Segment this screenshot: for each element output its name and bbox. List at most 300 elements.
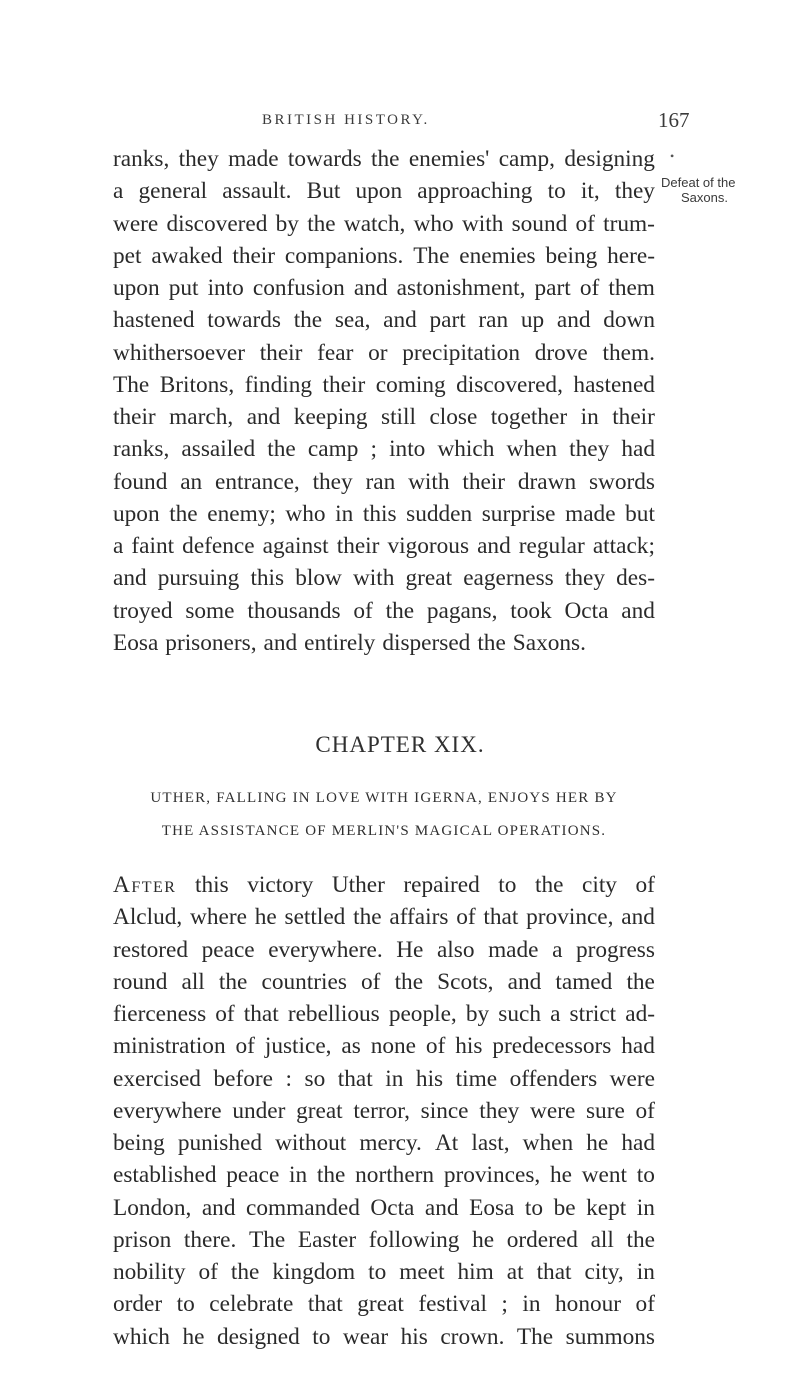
word: enemies bbox=[459, 242, 536, 269]
word: by bbox=[465, 1001, 490, 1027]
word: and bbox=[477, 533, 511, 559]
word: in bbox=[522, 1291, 541, 1318]
word: hastened bbox=[573, 371, 655, 398]
word: the bbox=[267, 436, 296, 463]
word: everywhere bbox=[113, 1097, 222, 1124]
word: in bbox=[636, 1194, 655, 1221]
word: his bbox=[400, 1323, 428, 1350]
word: being bbox=[545, 242, 598, 269]
word: prison bbox=[113, 1226, 172, 1253]
word: settled bbox=[284, 904, 346, 931]
word: coming bbox=[375, 371, 446, 398]
word: predecessors bbox=[492, 1033, 612, 1060]
word: defence bbox=[182, 533, 255, 559]
word: since bbox=[420, 1097, 469, 1124]
paragraph-1 bbox=[113, 143, 655, 659]
word: who bbox=[413, 210, 454, 237]
word: countries bbox=[261, 968, 347, 995]
word: and bbox=[621, 597, 655, 624]
word: strict bbox=[569, 1001, 617, 1027]
word: his bbox=[415, 1065, 444, 1092]
word: the bbox=[353, 904, 382, 931]
word: with bbox=[408, 468, 450, 495]
word: commanded bbox=[246, 1194, 360, 1221]
word: progress bbox=[575, 936, 655, 963]
word: to bbox=[524, 1194, 544, 1221]
word: ranks, bbox=[113, 436, 170, 463]
word: sound bbox=[511, 210, 568, 237]
word: everywhere. bbox=[268, 936, 383, 963]
word: part bbox=[534, 275, 571, 301]
word: all bbox=[590, 1226, 614, 1253]
word: Octa bbox=[370, 1194, 415, 1221]
word: ; bbox=[501, 1291, 508, 1318]
word: he bbox=[472, 1226, 495, 1253]
word: Saxons. bbox=[512, 629, 586, 656]
word: their bbox=[612, 404, 655, 430]
word: the bbox=[169, 500, 198, 527]
word: before bbox=[213, 1065, 273, 1092]
word: the bbox=[371, 146, 400, 172]
word: celebrate bbox=[209, 1291, 294, 1318]
word: them. bbox=[602, 339, 655, 366]
paragraph-line bbox=[113, 433, 655, 465]
word: took bbox=[510, 597, 552, 624]
word: ran bbox=[365, 468, 396, 495]
word: still bbox=[381, 404, 416, 430]
word: repaired bbox=[403, 872, 480, 898]
word: he bbox=[586, 1130, 609, 1156]
word: a bbox=[552, 936, 563, 963]
word: surprise bbox=[481, 500, 556, 527]
paragraph-line bbox=[113, 1159, 655, 1191]
word: they bbox=[614, 178, 655, 205]
word: and bbox=[556, 307, 591, 334]
word: sea, bbox=[334, 307, 371, 334]
word: great bbox=[405, 565, 453, 592]
paragraph-line bbox=[113, 627, 655, 659]
word: justice, bbox=[264, 1033, 332, 1060]
paragraph-2 bbox=[113, 869, 655, 1353]
word: made bbox=[565, 500, 616, 527]
word: whithersoever bbox=[113, 339, 245, 366]
word: rebellious bbox=[287, 1001, 380, 1027]
word: march, bbox=[169, 404, 234, 430]
word: to bbox=[547, 178, 566, 205]
paragraph-line bbox=[113, 304, 655, 336]
word: of bbox=[425, 1033, 446, 1060]
word: this bbox=[195, 872, 229, 898]
word: Octa bbox=[564, 597, 609, 624]
word: affairs bbox=[389, 904, 449, 931]
word: round bbox=[113, 968, 168, 995]
word: the bbox=[307, 210, 336, 237]
word: and bbox=[263, 629, 298, 656]
word: ranks, bbox=[113, 146, 170, 172]
paragraph-line bbox=[113, 869, 655, 901]
word: established bbox=[113, 1162, 217, 1189]
word: Britons, bbox=[159, 371, 235, 398]
word: designing bbox=[564, 146, 655, 172]
word: troyed bbox=[113, 597, 173, 624]
word: watch, bbox=[343, 210, 406, 237]
word: under bbox=[232, 1097, 286, 1124]
word: and bbox=[424, 1194, 459, 1221]
word: entirely bbox=[304, 629, 376, 656]
word: which bbox=[113, 1323, 170, 1350]
word: following bbox=[368, 1226, 460, 1253]
word: Alclud, bbox=[113, 904, 183, 931]
page-number: 167 bbox=[658, 108, 690, 132]
word: drove bbox=[534, 339, 588, 366]
word: a bbox=[113, 178, 124, 205]
marginal-note bbox=[661, 175, 735, 205]
word: exercised bbox=[113, 1065, 201, 1092]
word: into bbox=[207, 275, 244, 301]
word: But bbox=[306, 178, 341, 205]
paragraph-line bbox=[113, 175, 655, 207]
word: keeping bbox=[293, 404, 368, 430]
word: punished bbox=[177, 1130, 262, 1156]
word: of bbox=[635, 1097, 655, 1124]
word: the bbox=[293, 307, 323, 334]
word: the bbox=[534, 872, 564, 898]
word: when bbox=[506, 436, 557, 463]
word: by bbox=[275, 210, 299, 237]
word: of bbox=[235, 1033, 255, 1060]
word: entrance, bbox=[215, 468, 300, 495]
word: into bbox=[389, 436, 426, 463]
word: astonishment, bbox=[396, 275, 526, 301]
word: of bbox=[579, 275, 600, 301]
word: they bbox=[564, 565, 606, 592]
word: and bbox=[621, 904, 655, 931]
word: their bbox=[462, 468, 506, 495]
word: camp, bbox=[498, 146, 555, 172]
word: general bbox=[138, 178, 208, 205]
word: finding bbox=[244, 371, 313, 398]
paragraph-line bbox=[113, 1256, 655, 1288]
word: of bbox=[456, 904, 476, 931]
word: swords bbox=[588, 468, 655, 495]
word: of bbox=[198, 1259, 218, 1285]
word: part bbox=[429, 307, 466, 334]
word: the bbox=[626, 1226, 655, 1253]
word: a bbox=[113, 533, 124, 559]
word: his bbox=[455, 1033, 483, 1060]
word: of bbox=[215, 1001, 235, 1027]
lead-word: After bbox=[113, 872, 177, 898]
word: he bbox=[254, 904, 277, 931]
paragraph-line bbox=[113, 1192, 655, 1224]
paragraph-line bbox=[113, 143, 655, 175]
word: found bbox=[113, 468, 168, 495]
word: in bbox=[636, 1259, 655, 1285]
word: they bbox=[479, 1097, 520, 1124]
word: towards bbox=[287, 146, 362, 172]
word: the bbox=[477, 629, 506, 656]
paragraph-line bbox=[113, 369, 655, 401]
word: people, bbox=[388, 1001, 457, 1027]
paragraph-line bbox=[113, 562, 655, 594]
word: with bbox=[352, 565, 395, 592]
word: close bbox=[429, 404, 478, 430]
word: pursuing bbox=[157, 565, 240, 592]
word: Eosa bbox=[469, 1194, 515, 1221]
word: at bbox=[506, 1259, 524, 1285]
word: or bbox=[368, 339, 388, 366]
word: peace bbox=[226, 1162, 280, 1189]
word: trum- bbox=[603, 210, 655, 237]
word: in bbox=[580, 404, 599, 430]
word: wear bbox=[342, 1323, 389, 1350]
word: confusion bbox=[252, 275, 345, 301]
word: when bbox=[522, 1130, 574, 1156]
word: as bbox=[341, 1033, 361, 1060]
word: fear bbox=[317, 339, 354, 366]
word: a bbox=[550, 1001, 561, 1027]
word: together bbox=[490, 404, 568, 430]
word: made bbox=[228, 146, 279, 172]
word: that bbox=[307, 1291, 343, 1318]
word: had bbox=[621, 436, 655, 463]
word: sudden bbox=[406, 500, 473, 527]
word: the bbox=[316, 1162, 346, 1189]
word: their bbox=[113, 404, 156, 430]
word: but bbox=[625, 500, 655, 527]
paragraph-line bbox=[113, 337, 655, 369]
word: The bbox=[248, 1226, 286, 1253]
word: faint bbox=[131, 533, 175, 559]
paragraph-line bbox=[113, 1127, 655, 1159]
word: that bbox=[337, 1065, 373, 1092]
word: them bbox=[608, 275, 655, 301]
paragraph-line bbox=[113, 240, 655, 272]
word: meet bbox=[399, 1259, 445, 1285]
word: where bbox=[190, 904, 247, 931]
word: great bbox=[357, 1291, 404, 1318]
word: of bbox=[353, 597, 373, 624]
word: fierceness bbox=[113, 1001, 207, 1027]
word: time bbox=[455, 1065, 498, 1092]
word: to bbox=[498, 872, 517, 898]
word: they bbox=[569, 436, 610, 463]
paragraph-line bbox=[113, 1321, 655, 1353]
word: discovered bbox=[166, 210, 268, 237]
word: this bbox=[362, 500, 397, 527]
word: that bbox=[243, 1001, 279, 1027]
word: upon bbox=[113, 500, 160, 527]
word: to bbox=[176, 1291, 195, 1318]
word: attack; bbox=[592, 533, 655, 559]
word: of bbox=[635, 1291, 655, 1318]
word: dispersed bbox=[382, 629, 471, 656]
word: enemy; bbox=[207, 500, 276, 527]
word: blow bbox=[295, 565, 342, 592]
word: des- bbox=[616, 565, 655, 592]
word: so bbox=[304, 1065, 326, 1092]
marginal-note-line-1: Defeat of the bbox=[661, 175, 736, 190]
word: which bbox=[437, 436, 495, 463]
word: against bbox=[262, 533, 329, 559]
word: were bbox=[113, 210, 159, 237]
word: Uther bbox=[331, 872, 385, 898]
word: ; bbox=[370, 436, 377, 463]
word: awaked bbox=[151, 242, 223, 269]
word: ad- bbox=[625, 1001, 655, 1027]
word: down bbox=[603, 307, 655, 334]
word: kept bbox=[586, 1194, 627, 1221]
paragraph-line bbox=[113, 401, 655, 433]
word: northern bbox=[355, 1162, 435, 1189]
word: towards bbox=[207, 307, 281, 334]
word: assailed bbox=[181, 436, 256, 463]
word: and bbox=[201, 1194, 236, 1221]
word: made bbox=[488, 936, 539, 963]
word: their bbox=[259, 339, 303, 366]
word: their bbox=[232, 242, 276, 269]
margin-mark: • bbox=[670, 149, 675, 163]
word: great bbox=[296, 1097, 343, 1124]
word: there. bbox=[183, 1226, 237, 1253]
word: precipitation bbox=[402, 339, 520, 366]
paragraph-line bbox=[113, 934, 655, 966]
word: without bbox=[275, 1130, 347, 1156]
word: offenders bbox=[509, 1065, 598, 1092]
word: in bbox=[335, 500, 354, 527]
word: such bbox=[498, 1001, 541, 1027]
word: provinces, bbox=[443, 1162, 541, 1189]
word: At bbox=[434, 1130, 459, 1156]
marginal-note-line-2: Saxons. bbox=[681, 190, 728, 205]
word: their bbox=[336, 533, 380, 559]
paragraph-line bbox=[113, 208, 655, 240]
word: put bbox=[168, 275, 199, 301]
word: of bbox=[575, 210, 595, 237]
word: vigorous bbox=[387, 533, 470, 559]
word: order bbox=[113, 1291, 163, 1318]
chapter-summary-line-2: THE ASSISTANCE OF MERLIN'S MAGICAL OPERATIONS. bbox=[161, 823, 607, 839]
word: Scots, bbox=[437, 968, 494, 995]
word: and bbox=[246, 404, 281, 430]
word: He bbox=[396, 936, 424, 963]
word: to bbox=[312, 1323, 331, 1350]
word: eagerness bbox=[463, 565, 554, 592]
word: being bbox=[113, 1130, 165, 1156]
word: their bbox=[322, 371, 366, 398]
word: city, bbox=[584, 1259, 624, 1285]
word: with bbox=[461, 210, 504, 237]
word: The bbox=[113, 371, 150, 398]
word: here- bbox=[607, 242, 655, 269]
word: honour bbox=[555, 1291, 622, 1318]
word: to bbox=[368, 1259, 387, 1285]
word: summons bbox=[565, 1323, 655, 1350]
word: of bbox=[635, 872, 655, 898]
word: Easter bbox=[297, 1226, 357, 1253]
word: Eosa bbox=[113, 629, 159, 656]
word: tamed bbox=[555, 968, 613, 995]
word: The bbox=[516, 1323, 554, 1350]
word: city bbox=[582, 872, 617, 898]
word: who bbox=[285, 500, 326, 527]
running-title: BRITISH HISTORY. bbox=[262, 112, 430, 128]
word: him bbox=[457, 1259, 494, 1285]
word: kingdom bbox=[272, 1259, 356, 1285]
word: and bbox=[383, 307, 417, 334]
word: also bbox=[436, 936, 475, 963]
word: to bbox=[636, 1162, 655, 1189]
word: terror, bbox=[353, 1097, 410, 1124]
word: were bbox=[530, 1097, 576, 1124]
word: he bbox=[182, 1323, 205, 1350]
word: assault. bbox=[222, 178, 292, 205]
word: : bbox=[285, 1065, 293, 1092]
word: mercy. bbox=[359, 1130, 422, 1156]
word: were bbox=[609, 1065, 655, 1092]
word: pagans, bbox=[426, 597, 498, 624]
word: that bbox=[536, 1259, 572, 1285]
paragraph-line bbox=[113, 595, 655, 627]
word: pet bbox=[113, 242, 142, 269]
paragraph-line bbox=[113, 998, 655, 1030]
word: discovered, bbox=[456, 371, 563, 398]
word: of bbox=[361, 968, 381, 995]
word: approaching bbox=[417, 178, 533, 205]
word: London, bbox=[113, 1194, 192, 1221]
chapter-summary-line-1: UTHER, FALLING IN LOVE WITH IGERNA, ENJOYS HER BY bbox=[150, 790, 618, 806]
paragraph-line bbox=[113, 272, 655, 304]
word: they bbox=[178, 146, 219, 172]
word: had bbox=[621, 1130, 655, 1156]
word: upon bbox=[113, 275, 160, 301]
word: regular bbox=[518, 533, 585, 559]
word: ordered bbox=[506, 1226, 578, 1253]
word: nobility bbox=[113, 1259, 186, 1285]
word: the bbox=[626, 968, 655, 995]
word: restored bbox=[113, 936, 189, 963]
word: had bbox=[621, 1033, 655, 1060]
word: last, bbox=[471, 1130, 510, 1156]
word: and bbox=[353, 275, 388, 301]
word: companions. bbox=[284, 242, 404, 269]
word: ministration bbox=[113, 1033, 226, 1060]
paragraph-line bbox=[113, 1095, 655, 1127]
word: the bbox=[385, 597, 415, 624]
word: thousands bbox=[247, 597, 341, 624]
word: camp bbox=[307, 436, 359, 463]
word: victory bbox=[247, 872, 314, 898]
word: festival bbox=[418, 1291, 487, 1318]
word: be bbox=[553, 1194, 576, 1221]
word: it, bbox=[580, 178, 600, 205]
running-header bbox=[0, 108, 800, 136]
word: sure bbox=[585, 1097, 625, 1124]
paragraph-line bbox=[113, 1063, 655, 1095]
paragraph-line bbox=[113, 530, 655, 562]
word: enemies' bbox=[408, 146, 490, 172]
word: the bbox=[230, 1259, 260, 1285]
word: an bbox=[180, 468, 203, 495]
word: and bbox=[113, 565, 147, 592]
word: drawn bbox=[517, 468, 577, 495]
word: designed bbox=[216, 1323, 300, 1350]
word: crown. bbox=[440, 1323, 505, 1350]
word: all bbox=[181, 968, 205, 995]
word: prisoners, bbox=[165, 629, 257, 656]
paragraph-line bbox=[113, 498, 655, 530]
word: they bbox=[312, 468, 353, 495]
